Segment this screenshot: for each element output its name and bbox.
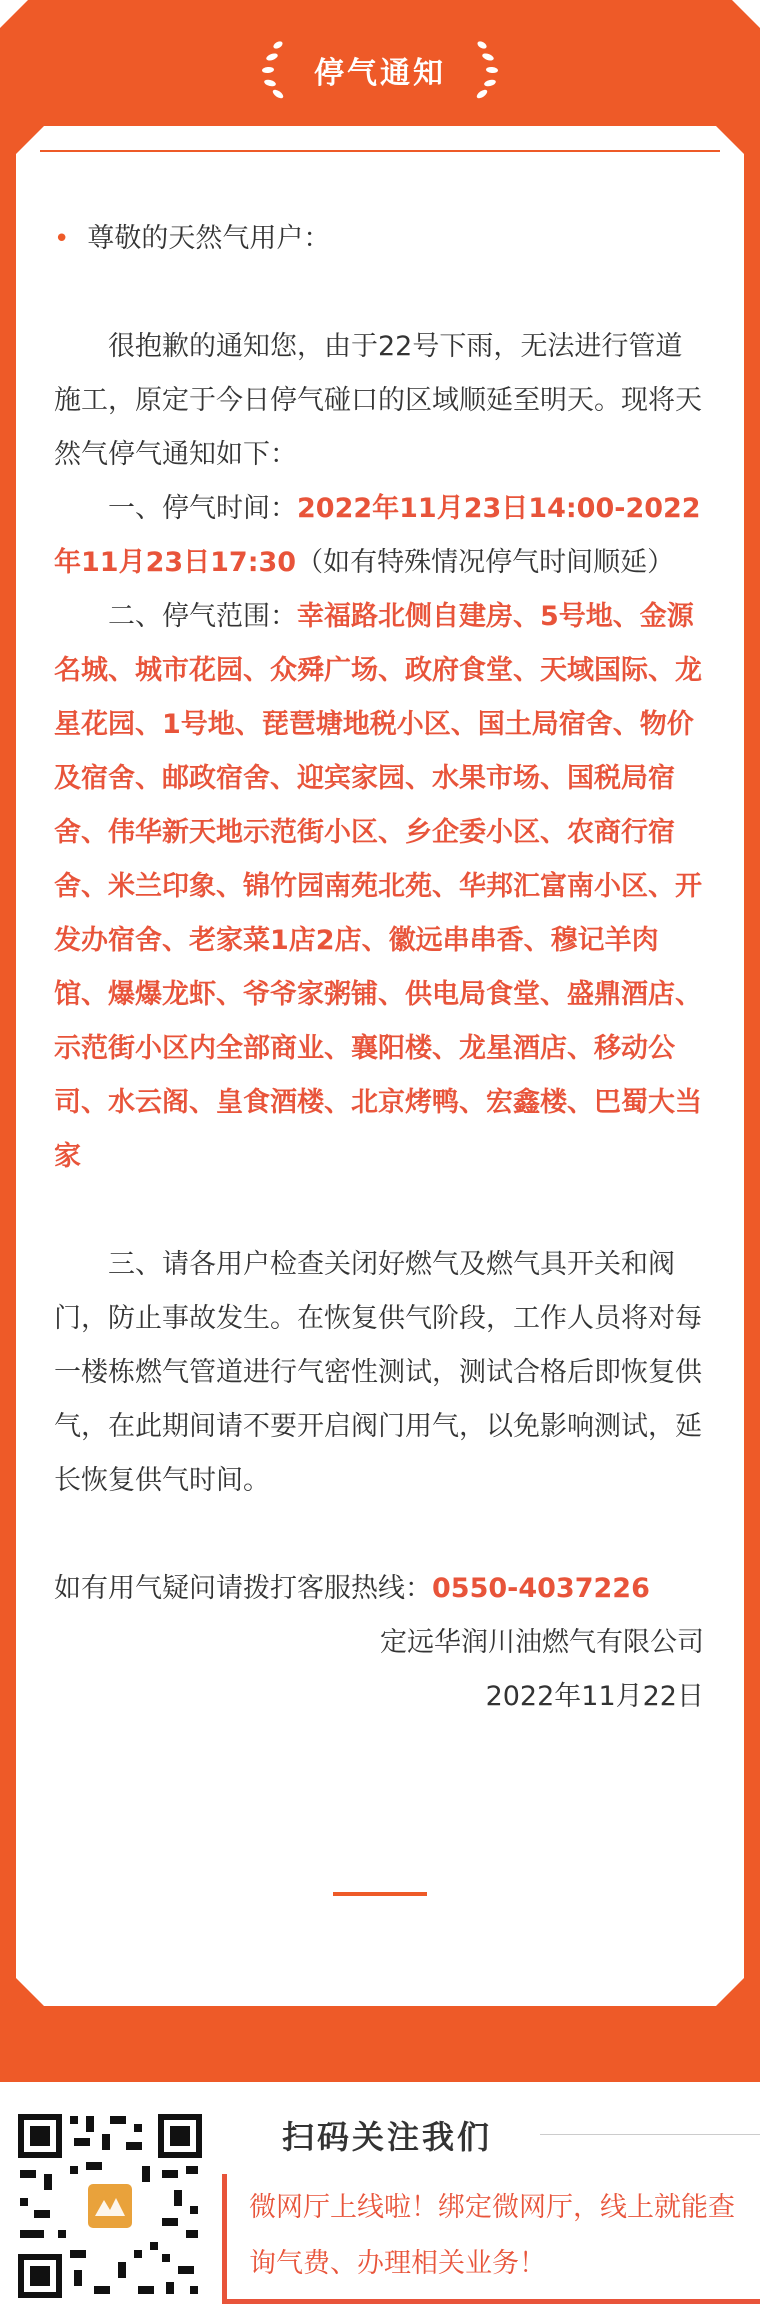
time-value: 2022年11月23日14:00-2022年11月23日17:30 — [54, 493, 701, 578]
footer — [0, 2082, 760, 2314]
laurel-right-icon — [468, 37, 508, 103]
greeting-text: 尊敬的天然气用户： — [87, 223, 331, 254]
laurel-left-icon — [252, 37, 292, 103]
safety-paragraph: 三、请各用户检查关闭好燃气及燃气具开关和阀门，防止事故发生。在恢复供气阶段，工作人员将对每一楼栋燃气管道进行气密性测试，测试合格后即恢复供气，在此期间请不要开启阀门用气，以免影响测试，延长恢复供气时间。 — [54, 1249, 702, 1496]
range-label: 二、停气范围： — [108, 601, 297, 632]
page-title: 停气通知 — [314, 56, 446, 91]
end-mark — [333, 1892, 427, 1896]
intro-paragraph: 很抱歉的通知您，由于22号下雨，无法进行管道施工，原定于今日停气碰口的区域顺延至明天。现将天然气停气通知如下： — [54, 331, 702, 470]
notice-body — [54, 212, 704, 1724]
company-name: 定远华润川油燃气有限公司 — [380, 1627, 704, 1658]
brand-logo-icon — [85, 2181, 135, 2231]
bullet-dot-icon: • — [54, 224, 70, 254]
hotline — [54, 1562, 704, 1616]
time-label: 一、停气时间： — [108, 493, 297, 524]
greeting — [54, 212, 704, 266]
notice-date: 2022年11月22日 — [485, 1681, 704, 1712]
range-value: 幸福路北侧自建房、5号地、金源名城、城市花园、众舜广场、政府食堂、天域国际、龙星花园、1号地、琵琶塘地税小区、国土局宿舍、物价及宿舍、邮政宿舍、迎宾家园、水果市场、国税局宿舍、伟华新天地示范街小区、乡企委小区、农商行宿舍、米兰印象、锦竹园南苑北苑、华邦汇富南小区、开发办宿舍、老家菜1店2店、徽远串串香、穆记羊肉馆、爆爆龙虾、爷爷家粥铺、供电局食堂、盛鼎酒店、示范街小区内全部商业、襄阳楼、龙星酒店、移动公司、水云阁、皇食酒楼、北京烤鸭、宏鑫楼、巴蜀大当家 — [54, 601, 702, 1172]
hotline-label: 如有用气疑问请拨打客服热线： — [54, 1573, 432, 1604]
follow-description: 微网厅上线啦！绑定微网厅，线上就能查询气费、办理相关业务！ — [222, 2174, 760, 2304]
notice-panel — [16, 126, 744, 2006]
divider — [540, 2134, 760, 2135]
outage-time — [54, 482, 704, 590]
outage-range — [54, 590, 704, 1184]
divider — [40, 150, 720, 152]
notice-header — [0, 0, 760, 140]
time-note: （如有特殊情况停气时间顺延） — [296, 547, 675, 578]
hotline-number[interactable]: 0550-4037226 — [432, 1573, 650, 1604]
follow-title: 扫码关注我们 — [282, 2118, 493, 2156]
